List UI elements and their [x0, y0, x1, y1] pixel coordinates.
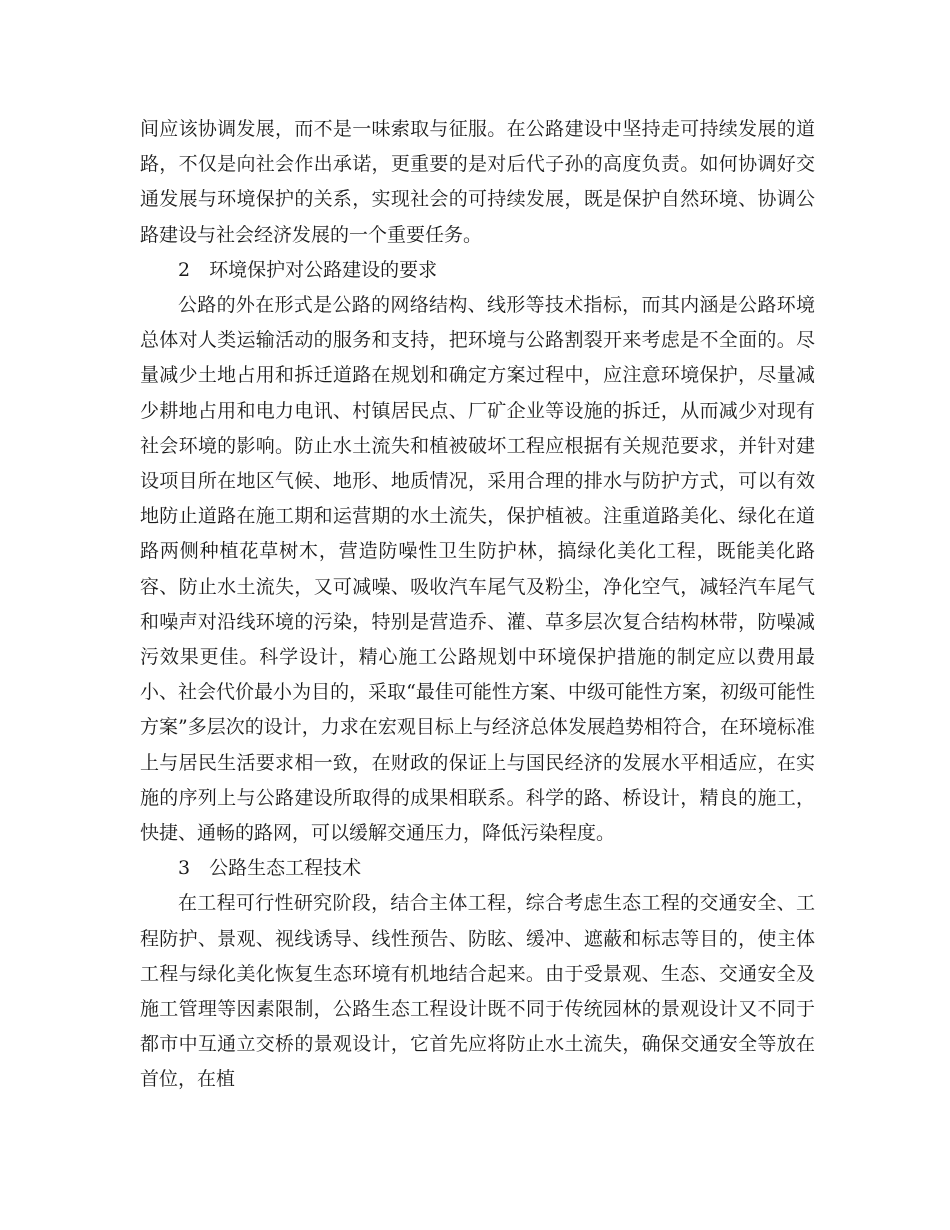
section-heading-3: 3 公路生态工程技术: [178, 857, 362, 880]
document-body: [140, 112, 815, 1098]
paragraph-continuation: 间应该协调发展，而不是一味索取与征服。在公路建设中坚持走可持续发展的道路，不仅是向社会作出承诺，更重要的是对后代子孙的高度负责。如何协调好交通发展与环境保护的关系，实现社会的可持续发展，既是保护自然环境、协调公路建设与社会经济发展的一个重要任务。: [140, 118, 815, 246]
section-heading-2: 2 环境保护对公路建设的要求: [178, 258, 438, 281]
paragraph-ecological-engineering: 在工程可行性研究阶段，结合主体工程，综合考虑生态工程的交通安全、工程防护、景观、视线诱导、线性预告、防眩、缓冲、遮蔽和标志等目的，使主体工程与绿化美化恢复生态环境有机地结合起来。由于受景观、生态、交通安全及施工管理等因素限制，公路生态工程设计既不同于传统园林的景观设计又不同于都市中互通立交桥的景观设计，它首先应将防止水土流失，确保交通安全等放在首位，在植: [140, 892, 815, 1091]
paragraph-environment-requirements: 公路的外在形式是公路的网络结构、线形等技术指标，而其内涵是公路环境总体对人类运输活动的服务和支持，把环境与公路割裂开来考虑是不全面的。尽量减少土地占用和拆迁道路在规划和确定方案过程中，应注意环境保护，尽量减少耕地占用和电力电讯、村镇居民点、厂矿企业等设施的拆迁，从而减少对现有社会环境的影响。防止水土流失和植被破坏工程应根据有关规范要求，并针对建设项目所在地区气候、地形、地质情况，采用合理的排水与防护方式，可以有效地防止道路在施工期和运营期的水土流失，保护植被。注重道路美化、绿化在道路两侧种植花草树木，营造防噪性卫生防护林，搞绿化美化工程，既能美化路容、防止水土流失，又可减噪、吸收汽车尾气及粉尘，净化空气，减轻汽车尾气和噪声对沿线环境的污染，特别是营造乔、灌、草多层次复合结构林带，防噪减污效果更佳。科学设计，精心施工公路规划中环境保护措施的制定应以费用最小、社会代价最小为目的，采取“最佳可能性方案、中级可能性方案，初级可能性方案”多层次的设计，力求在宏观目标上与经济总体发展趋势相符合，在环境标准上与居民生活要求相一致，在财政的保证上与国民经济的发展水平相适应，在实施的序列上与公路建设所取得的成果相联系。科学的路、桥设计，精良的施工，快捷、通畅的路网，可以缓解交通压力，降低污染程度。: [140, 294, 815, 845]
